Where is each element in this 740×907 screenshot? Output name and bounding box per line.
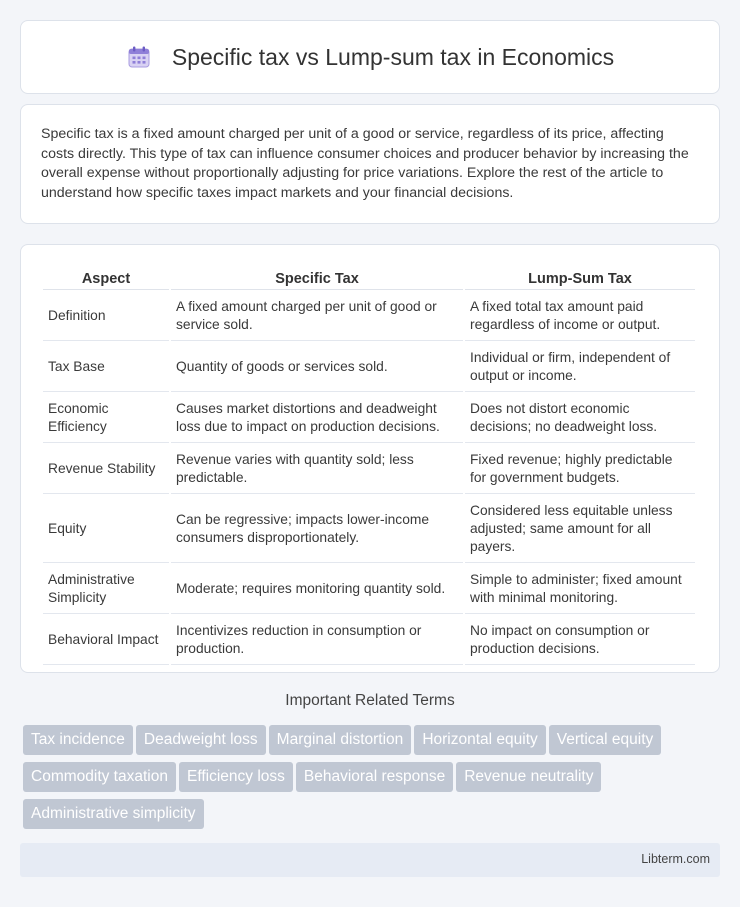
tag-horizontal-equity[interactable]: Horizontal equity — [414, 725, 545, 755]
calendar-icon — [126, 44, 152, 70]
footer-site-link[interactable]: Libterm.com — [641, 852, 710, 866]
column-header-aspect: Aspect — [43, 267, 169, 290]
lump-sum-tax-cell: Considered less equitable unless adjusted; same amount for all payers. — [465, 496, 695, 563]
tag-administrative-simplicity[interactable]: Administrative simplicity — [23, 799, 204, 829]
table-row — [43, 565, 695, 614]
tag-marginal-distortion[interactable]: Marginal distortion — [269, 725, 412, 755]
title-wrap — [126, 44, 614, 71]
related-terms-title: Important Related Terms — [285, 692, 455, 709]
specific-tax-cell: Can be regressive; impacts lower-income consumers disproportionately. — [171, 496, 463, 563]
table-row — [43, 616, 695, 665]
specific-tax-cell: Incentivizes reduction in consumption or production. — [171, 616, 463, 665]
tag-vertical-equity[interactable]: Vertical equity — [549, 725, 662, 755]
lump-sum-tax-cell: Individual or firm, independent of output or income. — [465, 343, 695, 392]
tag-row — [23, 762, 713, 799]
aspect-cell: Tax Base — [43, 343, 169, 392]
tag-efficiency-loss[interactable]: Efficiency loss — [179, 762, 293, 792]
tag-revenue-neutrality[interactable]: Revenue neutrality — [456, 762, 601, 792]
table-header-row — [43, 267, 695, 290]
intro-card — [20, 104, 720, 224]
lump-sum-tax-cell: Fixed revenue; highly predictable for government budgets. — [465, 445, 695, 494]
lump-sum-tax-cell: Does not distort economic decisions; no deadweight loss. — [465, 394, 695, 443]
specific-tax-cell: Revenue varies with quantity sold; less predictable. — [171, 445, 463, 494]
footer — [20, 843, 720, 877]
specific-tax-cell: A fixed amount charged per unit of good or service sold. — [171, 292, 463, 341]
aspect-cell: Administrative Simplicity — [43, 565, 169, 614]
page-title: Specific tax vs Lump-sum tax in Economics — [171, 43, 615, 70]
lump-sum-tax-cell: No impact on consumption or production decisions. — [465, 616, 695, 665]
table-row — [43, 343, 695, 392]
specific-tax-cell: Moderate; requires monitoring quantity sold. — [171, 565, 463, 614]
specific-tax-cell: Quantity of goods or services sold. — [171, 343, 463, 392]
table-row — [43, 445, 695, 494]
specific-tax-cell: Causes market distortions and deadweight loss due to impact on production decisions. — [171, 394, 463, 443]
tag-row — [23, 799, 713, 836]
tag-row — [23, 725, 713, 762]
lump-sum-tax-cell: Simple to administer; fixed amount with minimal monitoring. — [465, 565, 695, 614]
tag-commodity-taxation[interactable]: Commodity taxation — [23, 762, 176, 792]
tag-behavioral-response[interactable]: Behavioral response — [296, 762, 453, 792]
table-row — [43, 394, 695, 443]
aspect-cell: Economic Efficiency — [43, 394, 169, 443]
aspect-cell: Definition — [43, 292, 169, 341]
comparison-table-card — [20, 244, 720, 673]
table-row — [43, 292, 695, 341]
header-card — [20, 20, 720, 94]
column-header-specific-tax: Specific Tax — [171, 267, 463, 290]
aspect-cell: Equity — [43, 496, 169, 563]
lump-sum-tax-cell: A fixed total tax amount paid regardless of income or output. — [465, 292, 695, 341]
related-terms-tags — [23, 725, 713, 836]
tag-deadweight-loss[interactable]: Deadweight loss — [136, 725, 266, 755]
aspect-cell: Revenue Stability — [43, 445, 169, 494]
intro-text: Specific tax is a fixed amount charged per unit of a good or service, regardless of its price, affecting costs directly. This type of tax can influence consumer choices and producer behavior by increasing the overall expense without proportionally adjusting for price variations. Explore the rest of the article to understand how specific taxes impact markets and your financial decisions. — [41, 126, 689, 201]
table-row — [43, 496, 695, 563]
comparison-table — [41, 265, 697, 667]
aspect-cell: Behavioral Impact — [43, 616, 169, 665]
tag-tax-incidence[interactable]: Tax incidence — [23, 725, 133, 755]
column-header-lump-sum-tax: Lump-Sum Tax — [465, 267, 695, 290]
